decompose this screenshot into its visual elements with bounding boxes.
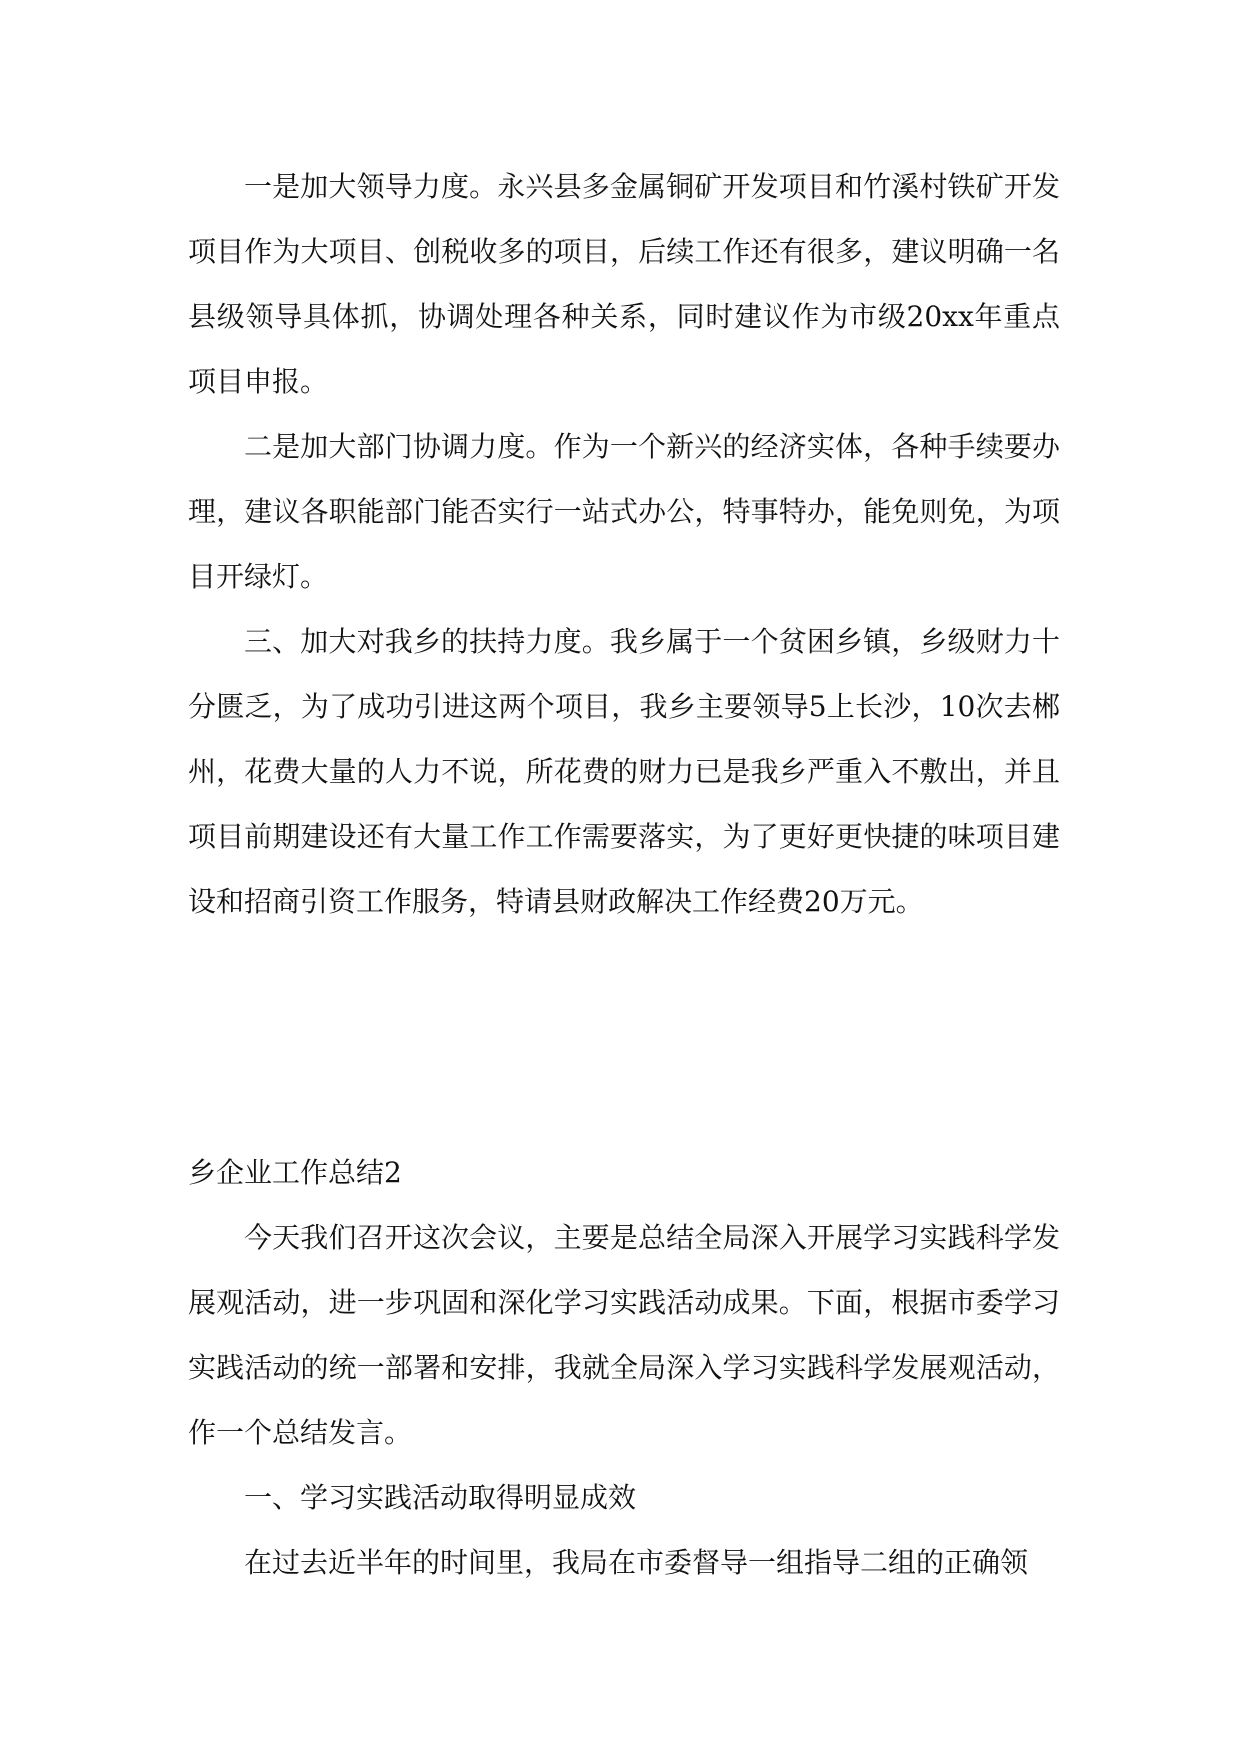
paragraph-meeting-intro: 今天我们召开这次会议，主要是总结全局深入开展学习实践科学发展观活动，进一步巩固和深化学习实践活动成果。下面，根据市委学习实践活动的统一部署和安排，我就全局深入学习实践科学发展观活动，作一个总结发言。	[188, 1221, 1060, 1449]
section-2-body	[188, 1205, 1060, 1595]
section-2-title: 乡企业工作总结2	[188, 1156, 402, 1189]
paragraph-leadership: 一是加大领导力度。永兴县多金属铜矿开发项目和竹溪村铁矿开发项目作为大项目、创税收多的项目，后续工作还有很多，建议明确一名县级领导具体抓，协调处理各种关系，同时建议作为市级20xx年重点项目申报。	[188, 170, 1060, 398]
section-1-body	[188, 154, 1060, 934]
paragraph-subheading-results: 一、学习实践活动取得明显成效	[244, 1481, 637, 1514]
paragraph-department-coordination: 二是加大部门协调力度。作为一个新兴的经济实体，各种手续要办理，建议各职能部门能否实行一站式办公，特事特办，能免则免，为项目开绿灯。	[188, 430, 1060, 593]
paragraph-past-half-year: 在过去近半年的时间里，我局在市委督导一组指导二组的正确领	[244, 1546, 1029, 1579]
paragraph-township-support: 三、加大对我乡的扶持力度。我乡属于一个贫困乡镇，乡级财力十分匮乏，为了成功引进这两个项目，我乡主要领导5上长沙，10次去郴州，花费大量的人力不说，所花费的财力已是我乡严重入不敷出，并且项目前期建设还有大量工作工作需要落实，为了更好更快捷的味项目建设和招商引资工作服务，特请县财政解决工作经费20万元。	[188, 625, 1060, 918]
